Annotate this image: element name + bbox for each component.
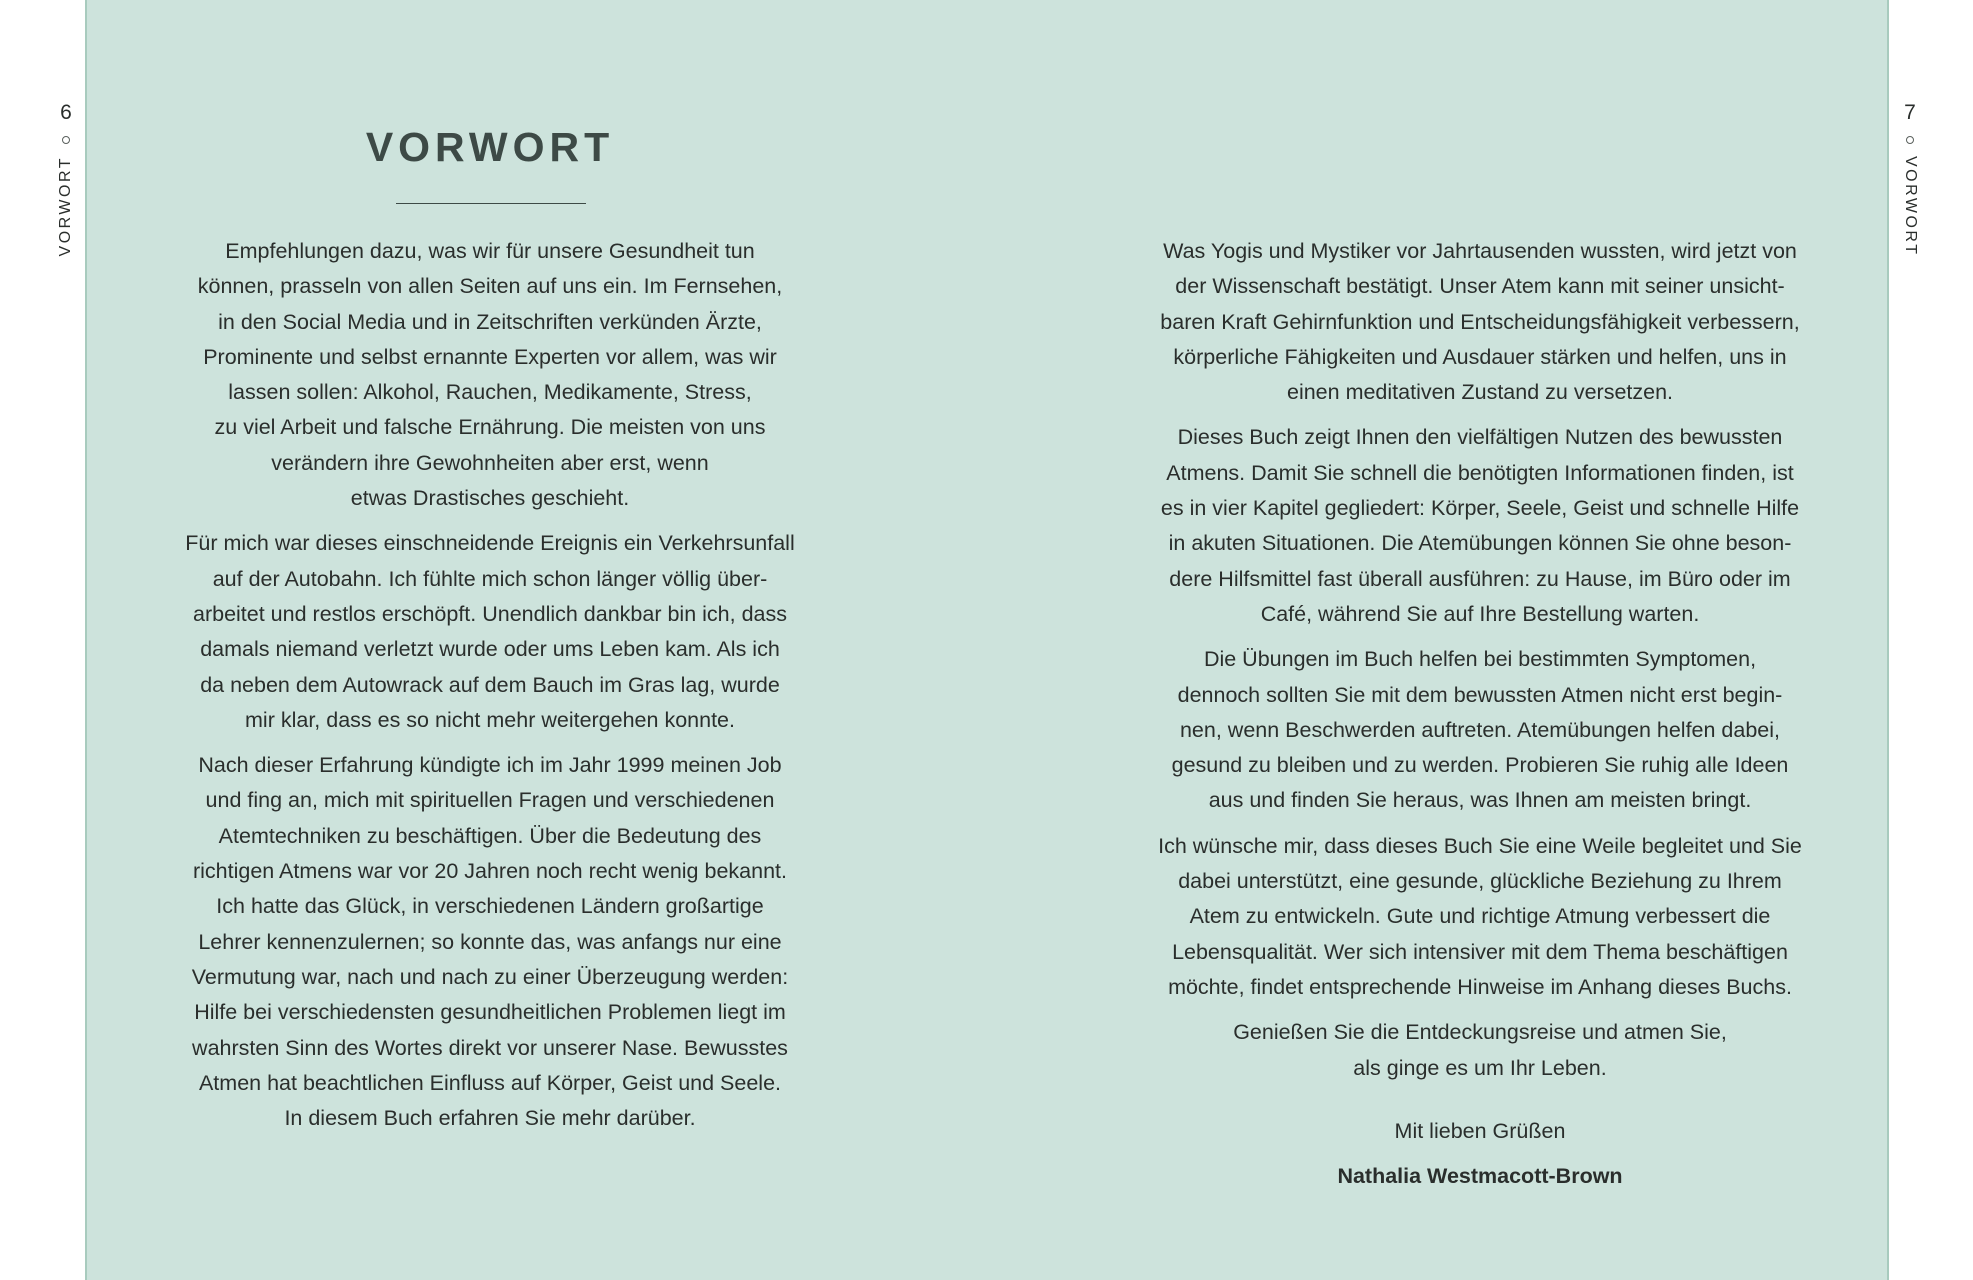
text-line: nen, wenn Beschwerden auftreten. Atemübungen helfen dabei,: [1179, 717, 1781, 742]
text-line: Dieses Buch zeigt Ihnen den vielfältigen Nutzen des bewussten: [1177, 425, 1783, 450]
text-line: da neben dem Autowrack auf dem Bauch im Gras lag, wurde: [200, 672, 780, 697]
text-line: Lehrer kennenzulernen; so konnte das, was anfangs nur eine: [198, 929, 782, 954]
left-running-header: VORWORT: [57, 156, 74, 257]
text-line: möchte, findet entsprechende Hinweise im Anhang dieses Buchs.: [1168, 974, 1792, 999]
text-line: Ich wünsche mir, dass dieses Buch Sie eine Weile begleitet und Sie: [1158, 833, 1802, 858]
right-margin-dot-icon: [1906, 136, 1914, 144]
right-paragraph-1: [1110, 234, 1850, 410]
text-line: dere Hilfsmittel fast überall ausführen: zu Hause, im Büro oder im: [1169, 566, 1791, 591]
left-margin-dot-icon: [62, 136, 70, 144]
text-line: in den Social Media und in Zeitschriften verkünden Ärzte,: [218, 309, 762, 334]
text-line: und fing an, mich mit spirituellen Fragen und verschiedenen: [205, 788, 775, 813]
text-line: aus und finden Sie heraus, was Ihnen am meisten bringt.: [1208, 788, 1752, 813]
text-line: In diesem Buch erfahren Sie mehr darüber.: [284, 1106, 696, 1131]
text-line: gesund zu bleiben und zu werden. Probieren Sie ruhig alle Ideen: [1171, 753, 1789, 778]
right-page-margin: [1890, 100, 1930, 256]
text-line: Die Übungen im Buch helfen bei bestimmten Symptomen,: [1203, 647, 1757, 672]
text-line: einen meditativen Zustand zu versetzen.: [1286, 380, 1674, 405]
text-line: Vermutung war, nach und nach zu einer Überzeugung werden:: [191, 964, 789, 989]
text-line: Prominente und selbst ernannte Experten vor allem, was wir: [203, 344, 777, 369]
text-line: Atem zu entwickeln. Gute und richtige Atmung verbessert die: [1189, 904, 1771, 929]
left-page-text-column: [140, 234, 840, 1146]
left-paragraph-1: [140, 234, 840, 516]
text-line: richtigen Atmens war vor 20 Jahren noch recht wenig bekannt.: [193, 859, 787, 884]
left-paragraph-3: [140, 748, 840, 1136]
text-line: Hilfe bei verschiedensten gesundheitlichen Problemen liegt im: [194, 1000, 786, 1025]
title-underline-divider: [396, 203, 586, 204]
text-line: Café, während Sie auf Ihre Bestellung warten.: [1260, 601, 1700, 626]
left-page-margin: [46, 100, 86, 256]
text-line: dennoch sollten Sie mit dem bewussten Atmen nicht erst begin-: [1177, 682, 1783, 707]
text-line: arbeitet und restlos erschöpft. Unendlich dankbar bin ich, dass: [193, 601, 787, 626]
text-line: Atemtechniken zu beschäftigen. Über die Bedeutung des: [218, 823, 762, 848]
text-line: baren Kraft Gehirnfunktion und Entscheidungsfähigkeit verbessern,: [1160, 309, 1800, 334]
text-line: mir klar, dass es so nicht mehr weitergehen konnte.: [245, 707, 735, 732]
text-line: wahrsten Sinn des Wortes direkt vor unserer Nase. Bewusstes: [192, 1035, 788, 1060]
right-paragraph-5: [1110, 1015, 1850, 1086]
text-line: Was Yogis und Mystiker vor Jahrtausenden wussten, wird jetzt von: [1163, 239, 1797, 263]
text-line: Ich hatte das Glück, in verschiedenen Ländern großartige: [216, 894, 764, 919]
text-line: dabei unterstützt, eine gesunde, glückliche Beziehung zu Ihrem: [1178, 869, 1782, 894]
text-line: Atmen hat beachtlichen Einfluss auf Körper, Geist und Seele.: [198, 1070, 782, 1095]
text-line: als ginge es um Ihr Leben.: [1353, 1055, 1607, 1080]
text-line: Nach dieser Erfahrung kündigte ich im Jahr 1999 meinen Job: [198, 753, 782, 778]
text-line: können, prasseln von allen Seiten auf uns ein. Im Fernsehen,: [197, 274, 783, 299]
text-line: in akuten Situationen. Die Atemübungen können Sie ohne beson-: [1168, 531, 1792, 556]
chapter-title: VORWORT: [365, 124, 615, 170]
text-line: zu viel Arbeit und falsche Ernährung. Die meisten von uns: [214, 415, 766, 440]
left-paragraph-2: [140, 526, 840, 738]
text-line: damals niemand verletzt wurde oder ums Leben kam. Als ich: [200, 637, 780, 662]
text-line: etwas Drastisches geschieht.: [350, 486, 630, 511]
right-page-number: 7: [1904, 101, 1916, 124]
right-paragraph-4: [1110, 829, 1850, 1005]
text-line: Genießen Sie die Entdeckungsreise und atmen Sie,: [1233, 1020, 1727, 1045]
text-line: verändern ihre Gewohnheiten aber erst, wenn: [271, 450, 709, 475]
author-signature: Nathalia Westmacott-Brown: [1337, 1164, 1623, 1189]
text-line: auf der Autobahn. Ich fühlte mich schon länger völlig über-: [212, 566, 768, 591]
text-line: Lebensqualität. Wer sich intensiver mit dem Thema beschäftigen: [1172, 939, 1788, 964]
text-line: Atmens. Damit Sie schnell die benötigten Informationen finden, ist: [1166, 460, 1794, 485]
left-page-number: 6: [60, 101, 72, 124]
text-line: Für mich war dieses einschneidende Ereignis ein Verkehrsunfall: [185, 531, 795, 556]
text-line: Empfehlungen dazu, was wir für unsere Gesundheit tun: [225, 239, 755, 263]
text-line: körperliche Fähigkeiten und Ausdauer stärken und helfen, uns in: [1173, 344, 1787, 369]
text-line: lassen sollen: Alkohol, Rauchen, Medikamente, Stress,: [228, 380, 752, 405]
closing-greeting: Mit lieben Grüßen: [1394, 1118, 1566, 1143]
right-paragraph-2: [1110, 420, 1850, 632]
right-running-header: VORWORT: [1902, 156, 1919, 257]
text-line: der Wissenschaft bestätigt. Unser Atem kann mit seiner unsicht-: [1175, 274, 1785, 299]
text-line: es in vier Kapitel gegliedert: Körper, Seele, Geist und schnelle Hilfe: [1160, 496, 1800, 521]
right-paragraph-3: [1110, 642, 1850, 818]
right-page-text-column: [1110, 234, 1850, 1204]
